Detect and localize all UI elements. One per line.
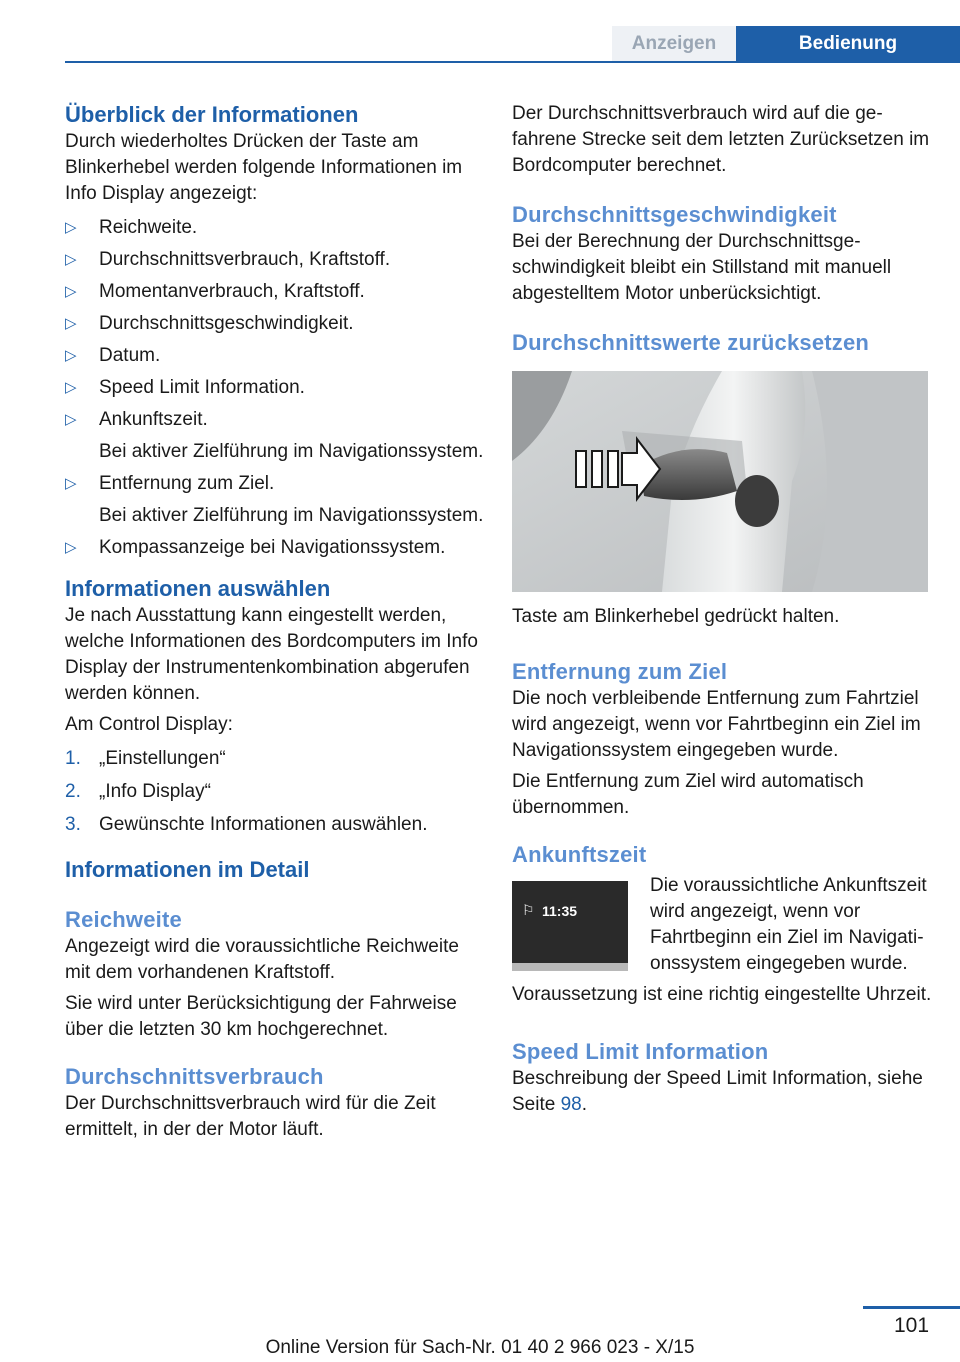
speed-title: Durchschnittsgeschwindigkeit — [512, 202, 837, 227]
list-item: ▷ Entfernung zum Ziel. Bei aktiver Zielführung im Navigationssystem. — [65, 473, 484, 526]
triangle-bullet-icon: ▷ — [65, 411, 77, 428]
limit-text: Beschreibung der Speed Limit Information, siehe Seite 98. — [512, 1068, 923, 1115]
triangle-bullet-icon: ▷ — [65, 379, 77, 396]
triangle-bullet-icon: ▷ — [65, 219, 77, 236]
distance-text-2: Die Entfernung zum Ziel wird automatisch übernommen. — [512, 771, 864, 818]
header-divider — [65, 61, 960, 63]
list-item: ▷ Reichweite. — [65, 215, 485, 241]
list-item: ▷ Durchschnittsverbrauch, Kraftstoff. — [65, 247, 485, 273]
triangle-bullet-icon: ▷ — [65, 347, 77, 364]
select-text: Je nach Ausstattung kann eingestellt werden, welche Informationen des Bordcomputers im Info Display der Instrumentenkombination abgerufen werden können. — [65, 605, 478, 704]
arrival-display-image — [512, 881, 628, 971]
triangle-bullet-icon: ▷ — [65, 539, 77, 556]
triangle-bullet-icon: ▷ — [65, 315, 77, 332]
overview-title: Überblick der Informationen — [65, 102, 359, 127]
arrival-block — [512, 873, 932, 1008]
list-item: 2. „Info Display“ — [65, 781, 211, 802]
list-item: ▷ Speed Limit Information. — [65, 375, 485, 401]
triangle-bullet-icon: ▷ — [65, 251, 77, 268]
reset-caption: Taste am Blinkerhebel gedrückt halten. — [512, 606, 840, 627]
tab-anzeigen[interactable]: Anzeigen — [612, 26, 736, 61]
triangle-bullet-icon: ▷ — [65, 475, 77, 492]
consumption-title: Durchschnittsverbrauch — [65, 1064, 324, 1089]
arrival-title: Ankunftszeit — [512, 842, 647, 867]
display-bar — [512, 963, 628, 971]
distance-title: Entfernung zum Ziel — [512, 659, 728, 684]
page-number: 101 — [893, 1314, 930, 1337]
list-item: 3. Gewünschte Informationen auswählen. — [65, 814, 428, 835]
online-version-text: Online Version für Sach-Nr. 01 40 2 966 023 - X/15 — [265, 1337, 695, 1358]
arrival-text-1: Die voraussichtliche Ankunftszeit wird angezeigt, wenn vor Fahrtbeginn ein Ziel im Navigationssystem eingegeben wurde. — [650, 875, 927, 974]
turn-signal-lever-illustration — [512, 371, 928, 592]
footer-divider — [863, 1306, 960, 1309]
left-column — [65, 101, 485, 1148]
lever-image — [512, 371, 928, 592]
distance-text-1: Die noch verbleibende Entfernung zum Fahrtziel wird angezeigt, wenn vor Fahrtbeginn ein Ziel im Navigationssystem eingegeben wurde. — [512, 688, 921, 761]
consumption-text: Der Durchschnittsverbrauch wird für die Zeit ermittelt, in der der Motor läuft. — [65, 1093, 436, 1140]
detail-title: Informationen im Detail — [65, 857, 310, 882]
page-link[interactable]: 98 — [560, 1094, 582, 1115]
reset-title: Durchschnittswerte zurücksetzen — [512, 330, 870, 355]
list-item: ▷ Kompassanzeige bei Navigationssystem. — [65, 535, 485, 561]
tab-bedienung[interactable]: Bedienung — [736, 26, 960, 61]
speed-text: Bei der Berechnung der Durchschnittsgeschwindigkeit bleibt ein Stillstand mit manuell abgestelltem Motor unberücksichtigt. — [512, 231, 892, 304]
arrival-clock-value: 11:35 — [542, 903, 578, 919]
overview-text: Durch wiederholtes Drücken der Taste am Blinkerhebel werden folgende Informationen im Info Display angezeigt: — [65, 131, 463, 204]
limit-title: Speed Limit Information — [512, 1039, 769, 1064]
flag-icon: ⚐ — [522, 902, 535, 918]
control-display-text: Am Control Display: — [65, 714, 233, 735]
range-title: Reichweite — [65, 907, 182, 932]
arrival-text-2: Voraussetzung ist eine richtig eingestellte Uhrzeit. — [512, 984, 932, 1005]
range-text-1: Angezeigt wird die voraussichtliche Reichweite mit dem vorhandenen Kraftstoff. — [65, 936, 459, 983]
consumption-cont-text: Der Durchschnittsverbrauch wird auf die gefahrene Strecke seit dem letzten Zurücksetzen im Bordcomputer berechnet. — [512, 103, 930, 176]
list-item: 1. „Einstellungen“ — [65, 748, 226, 769]
right-column — [512, 101, 932, 1123]
select-title: Informationen auswählen — [65, 576, 331, 601]
list-item: ▷ Datum. — [65, 343, 485, 369]
list-item: ▷ Ankunftszeit. Bei aktiver Zielführung im Navigationssystem. — [65, 409, 484, 462]
triangle-bullet-icon: ▷ — [65, 283, 77, 300]
range-text-2: Sie wird unter Berücksichtigung der Fahrweise über die letzten 30 km hochgerechnet. — [65, 993, 457, 1040]
list-item: ▷ Momentanverbrauch, Kraftstoff. — [65, 279, 485, 305]
info-list — [65, 215, 485, 561]
list-item: ▷ Durchschnittsgeschwindigkeit. — [65, 311, 485, 337]
steps-list — [65, 746, 485, 838]
